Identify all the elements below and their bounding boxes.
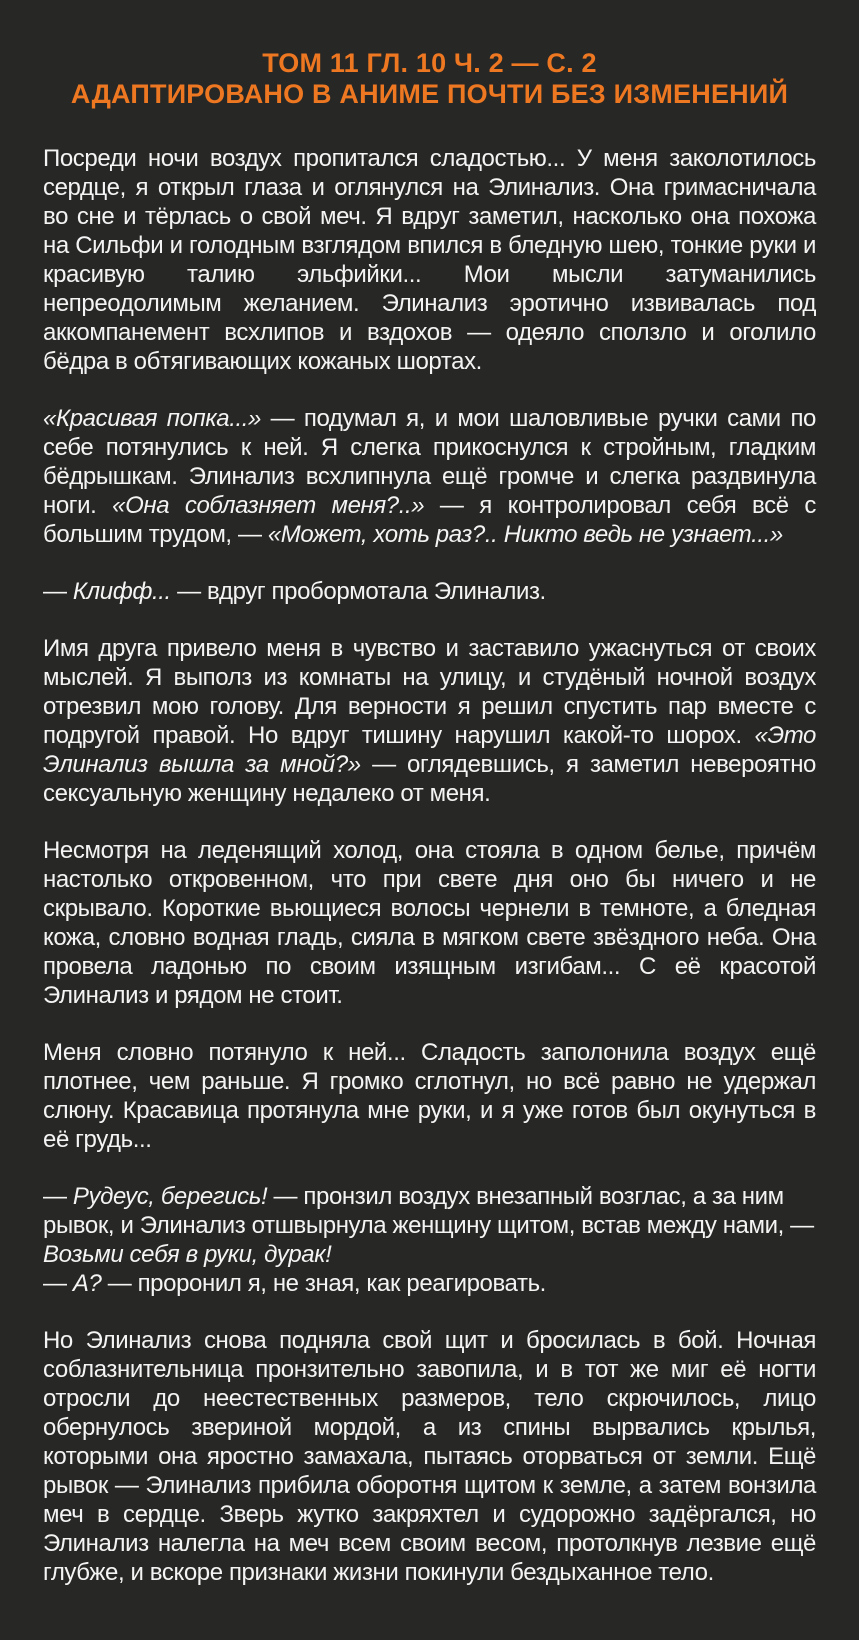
text-run: — <box>43 1183 73 1210</box>
italic-text-run: Возьми себя в руки, дурак! <box>43 1241 332 1268</box>
italic-text-run: А? <box>72 1270 102 1297</box>
header-chapter-reference: ТОМ 11 ГЛ. 10 Ч. 2 — С. 2 <box>262 48 597 78</box>
header-adaptation-note: АДАПТИРОВАНО В АНИМЕ ПОЧТИ БЕЗ ИЗМЕНЕНИЙ <box>70 79 789 109</box>
text-run: — я контролировал себя всё с большим трудом, — <box>43 492 816 548</box>
text-run: — проронил я, не зная, как реагировать. <box>101 1270 546 1297</box>
italic-text-run: Рудеус, берегись! <box>72 1183 268 1210</box>
text-run: — <box>43 1270 73 1297</box>
text-run: Но Элинализ снова подняла свой щит и бросилась в бой. Ночная соблазнительница пронзительно завопила, и в тот же миг её ногти отросли до неестественных размеров, тело скрючилось, лицо обернулось звериной мордой, а из спины вырвались крылья, которыми она яростно замахала, пытаясь оторваться от земли. Ещё рывок — Элинализ прибила оборотня щитом к земле, а затем вонзила меч в сердце. Зверь жутко закряхтел и судорожно задёргался, но Элинализ налегла на меч всем своим весом, протолкнув лезвие ещё глубже, и вскоре признаки жизни покинули бездыханное тело. <box>43 1327 816 1586</box>
paragraph <box>43 144 816 376</box>
paragraph <box>43 1182 816 1298</box>
italic-text-run: «Это Элинализ вышла за мной?» <box>43 722 816 778</box>
text-run: — вдруг пробормотала Элинализ. <box>170 578 546 605</box>
paragraph <box>43 1326 816 1587</box>
paragraph <box>43 634 816 808</box>
italic-text-run: «Может, хоть раз?.. Никто ведь не узнает...» <box>267 521 783 548</box>
text-run: Несмотря на леденящий холод, она стояла в одном белье, причём настолько откровенном, что при свете дня оно бы ничего и не скрывало. Короткие вьющиеся волосы чернели в темноте, а бледная кожа, словно водная гладь, сияла в мягком свете звёздного неба. Она провела ладонью по своим изящным изгибам... С её красотой Элинализ и рядом не стоит. <box>43 837 816 1009</box>
paragraph <box>43 1038 816 1154</box>
text-run: — подумал я, и мои шаловливые ручки сами по себе потянулись к ней. Я слегка прикоснулся к стройным, гладким бёдрышкам. Элинализ всхлипнула ещё громче и слегка раздвинула ноги. <box>43 405 816 519</box>
text-run: — <box>43 578 73 605</box>
text-run: Меня словно потянуло к ней... Сладость заполонила воздух ещё плотнее, чем раньше. Я громко сглотнул, но всё равно не удержал слюну. Красавица протянула мне руки, и я уже готов был окунуться в её грудь... <box>43 1039 816 1153</box>
paragraph <box>43 836 816 1010</box>
text-run: Имя друга привело меня в чувство и заставило ужаснуться от своих мыслей. Я выполз из комнаты на улицу, и студёный ночной воздух отрезвил мою голову. Для верности я решил спустить пар вместе с подругой правой. Но вдруг тишину нарушил какой-то шорох. <box>43 635 816 749</box>
text-run: — оглядевшись, я заметил невероятно сексуальную женщину недалеко от меня. <box>43 751 817 807</box>
paragraph <box>43 577 816 606</box>
italic-text-run: «Красивая попка...» <box>43 405 261 432</box>
page-header <box>43 48 816 110</box>
paragraph <box>43 404 816 549</box>
story-text <box>43 144 816 1587</box>
italic-text-run: «Она соблазняет меня?..» <box>112 492 425 519</box>
italic-text-run: Клифф... <box>72 578 171 605</box>
text-run: — пронзил воздух внезапный возглас, а за ним рывок, и Элинализ отшвырнула женщину щитом, встав между нами, — <box>43 1183 814 1239</box>
text-run: Посреди ночи воздух пропитался сладостью... У меня заколотилось сердце, я открыл глаза и оглянулся на Элинализ. Она гримасничала во сне и тёрлась о свой меч. Я вдруг заметил, насколько она похожа на Сильфи и голодным взглядом впился в бледную шею, тонкие руки и красивую талию эльфийки... Мои мысли затуманились непреодолимым желанием. Элинализ эротично извивалась под аккомпанемент всхлипов и вздохов — одеяло сползло и оголило бёдра в обтягивающих кожаных шортах. <box>43 145 816 375</box>
